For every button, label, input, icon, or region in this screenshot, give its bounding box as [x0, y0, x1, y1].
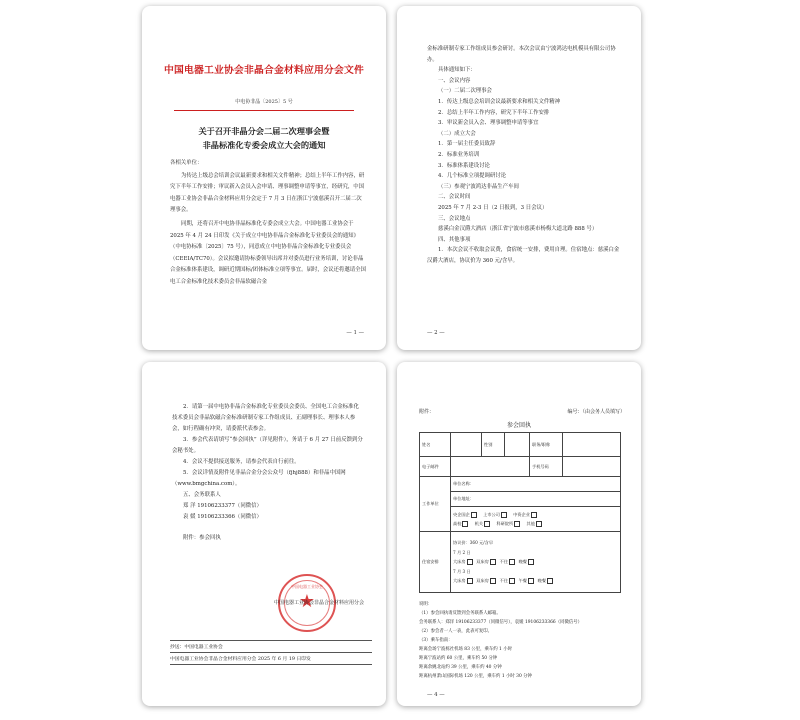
issue-line: 中国电器工业协会非晶合金材料应用分会 2025 年 6 月 19 日印发	[170, 652, 372, 664]
note-line: 距离余姚北站约 39 公里，乘车约 40 分钟	[419, 665, 502, 670]
note-line: （3）乘车指南：	[419, 638, 453, 643]
list-item: 4．几个标准立项提调研讨论	[438, 173, 507, 180]
number-label: 编号：（由会务人员填写）	[567, 409, 625, 415]
note-line: 会务联系人：郑洋 19106233377（同微信号），袁媛 19106233366（同微信号）	[419, 620, 583, 625]
receipt-form	[419, 432, 621, 593]
page-number: — 4 —	[427, 692, 445, 698]
list-item: 2．总结上半年工作内容，研究下半年工作安排	[438, 109, 550, 116]
lodging-label: 住宿安排	[420, 532, 451, 593]
list-item: 3．标准体系建设讨论	[438, 162, 490, 169]
unit-address-cell[interactable]: 单位地址：	[451, 492, 621, 507]
notice-title	[156, 124, 372, 152]
red-header: 中国电器工业协会非晶合金材料应用分会文件	[164, 65, 364, 76]
other-item-4: 4．会议不提供接送服务，请参会代表自行前往。	[183, 459, 300, 465]
room-option[interactable]: 不住	[500, 559, 516, 564]
room-option[interactable]: 晚餐	[538, 578, 554, 583]
title-line-2: 非晶标准化专委会成立大会的通知	[202, 140, 326, 150]
page-4	[397, 362, 641, 706]
continued-text: 金标准研制专家工作组成员参会研讨。本次会议由宁波鸿达电机模具有限公司协办。	[427, 46, 616, 63]
note-line: （1）参会回执请反馈到会务联系人邮箱。	[419, 611, 501, 616]
category-option[interactable]: 中资企业	[513, 512, 538, 517]
other-item-5: 5．会议详情及附件见非晶合金分会公众号（fjhj888）和非晶中国网（www.bmgchina.com）。	[172, 470, 346, 487]
section-2-heading: 二、会议时间	[438, 194, 471, 201]
room-option[interactable]: 大床房	[453, 559, 474, 564]
gender-cell[interactable]	[505, 433, 530, 457]
contact-1: 郑 洋 19106233377（同微信）	[183, 503, 262, 509]
mobile-label: 手机号码	[530, 457, 563, 477]
note-line: （2）参会者一人一表，此表可复印。	[419, 629, 493, 634]
seal-star-icon: ★	[298, 591, 316, 612]
cc-line: 抄送：中国电器工业协会	[170, 645, 223, 650]
other-item-2: 2．请第一届中电协非晶合金标准化专业委员会委员、全国电工合金标准化技术委员会非晶软磁合金标准研制专家工作组成员、正副理事长、理事本人参会，如行程确有冲突，请委派代表参会。	[172, 404, 359, 432]
list-item: 2．标准业务培训	[438, 151, 480, 158]
note-line: 距离宁波站约 60 公里，乘车约 50 分钟	[419, 656, 498, 661]
page-1	[142, 6, 386, 350]
subsection-1a: （一）二届二次理事会	[438, 88, 492, 95]
section-4-heading: 四、其他事项	[438, 236, 471, 243]
notes-title: 说明：	[419, 602, 433, 607]
name-cell[interactable]	[451, 433, 482, 457]
room-option[interactable]: 不住	[500, 578, 516, 583]
room-option[interactable]: 双床房	[476, 559, 497, 564]
page-2	[397, 6, 641, 350]
note-line: 距离杭州萧山国际机场 120 公里，乘车约 1 小时 30 分钟	[419, 674, 532, 679]
list-item: 3．审议新会员入会、理事调整申请等事宜	[438, 120, 539, 127]
subsection-1c: （三）参观宁波鸿达非晶生产车间	[438, 183, 519, 190]
page-1-body	[170, 158, 366, 289]
meeting-time: 2025 年 7 月 2-3 日（2 日报到，3 日会议）	[438, 204, 548, 211]
seal-text: 中国电器工业协会	[291, 584, 323, 589]
gender-label: 性别	[482, 433, 505, 457]
form-notes	[419, 600, 627, 681]
job-cell[interactable]	[563, 433, 621, 457]
lodging-cell	[451, 532, 621, 593]
signature: 中国电器工业协会非晶合金材料应用分会	[273, 600, 364, 606]
unit-name-cell[interactable]: 单位名称：	[451, 477, 621, 492]
attachment-line: 附件：参会回执	[183, 535, 221, 541]
room-option[interactable]: 双床房	[476, 578, 497, 583]
paragraph-2: 同期，还将召开中电协非晶标准化专委会成立大会。中国电器工业协会于 2025 年 4 月 24 日印发《关于成立中电协非晶合金标准化专业委员会的通知》（中电协标准〔2025〕75 号），同意成立中电协非晶合金标准化专业委员会（CEEIA/TC70）。会议拟邀请协标委领导出席并对委员进行业务培训，讨论非晶合金标准体系建设，调研近期国标/团体标准立项等事宜。届时，会议还将邀请全国电工合金标准化技术委员会非晶软磁合金	[170, 220, 366, 285]
section-3-heading: 三、会议地点	[438, 215, 471, 222]
red-divider	[174, 110, 354, 111]
date-1: 7 月 2 日	[453, 549, 471, 555]
price-text: 协议价：360 元/含早	[453, 540, 494, 546]
note-line: 距离会场宁波栎社机场 83 公里，乘车约 1 小时	[419, 647, 512, 652]
category-option[interactable]: 机关	[475, 521, 491, 526]
page-2-body	[427, 44, 621, 266]
form-title: 参会回执	[506, 422, 531, 429]
mobile-cell[interactable]	[563, 457, 621, 477]
category-option[interactable]: 央企国企	[453, 512, 478, 517]
other-item-1: 1．本次会议不收取会议费，食宿统一安排，费用自理。住宿地点：慈溪白金汉爵大酒店，协议价为 360 元/含早。	[427, 247, 620, 264]
subsection-1b: （二）成立大会	[438, 130, 476, 137]
contact-2: 袁 媛 19106233366（同微信）	[183, 514, 262, 520]
page-3-body	[172, 402, 364, 544]
list-item: 1．第一届主任委员致辞	[438, 141, 496, 148]
date-2: 7 月 3 日	[453, 568, 471, 574]
room-option[interactable]: 午餐	[519, 578, 535, 583]
room-options-day-1	[453, 557, 618, 567]
issue-footer	[170, 640, 372, 665]
page-3	[142, 362, 386, 706]
page-number: — 1 —	[346, 330, 364, 336]
work-unit-label: 工作单位	[420, 477, 451, 532]
name-label: 姓名	[420, 433, 451, 457]
paragraph-1: 为传达上级总会培训会议最新要求和相关文件精神；总结上半年工作内容，研究下半年工作安排；审议新入会员入会申请、理事调整申请等事宜，经研究，中国电器工业协会非晶合金材料应用分会定于 7 月 3 日在浙江宁波慈溪召开二届二次理事会。	[170, 172, 365, 214]
room-option[interactable]: 晚餐	[519, 559, 535, 564]
meeting-location: 慈溪白金汉爵大酒店（浙江省宁波市慈溪市杨梅大道北路 888 号）	[438, 226, 598, 233]
doc-number: 中电协非晶〔2025〕5 号	[235, 99, 293, 105]
attachment-label: 附件：	[419, 409, 435, 415]
room-options-day-2	[453, 576, 618, 586]
other-item-3: 3．参会代表请填写“参会回执”（详见附件），务请于 6 月 27 日前反馈到分会秘书处。	[172, 437, 363, 454]
salutation: 各相关单位：	[170, 160, 203, 166]
category-option[interactable]: 上市公司	[483, 512, 508, 517]
email-cell[interactable]	[451, 457, 530, 477]
unit-category-cell	[451, 507, 621, 532]
email-label: 电子邮件	[420, 457, 451, 477]
job-label: 职务/职称	[530, 433, 563, 457]
category-option[interactable]: 其他	[527, 521, 543, 526]
page-number: — 2 —	[427, 330, 445, 336]
title-line-1: 关于召开非晶分会二届二次理事会暨	[198, 126, 330, 136]
category-option[interactable]: 科研院所	[496, 521, 521, 526]
list-item: 1．传达上级总会培训会议最新要求和相关文件精神	[438, 98, 561, 105]
category-option[interactable]: 高校	[453, 521, 469, 526]
section-1-heading: 一、会议内容	[438, 77, 471, 84]
section-5-heading: 五、会务联系人	[183, 492, 221, 498]
room-option[interactable]: 大床房	[453, 578, 474, 583]
intro-line: 具体通知如下：	[438, 67, 476, 74]
